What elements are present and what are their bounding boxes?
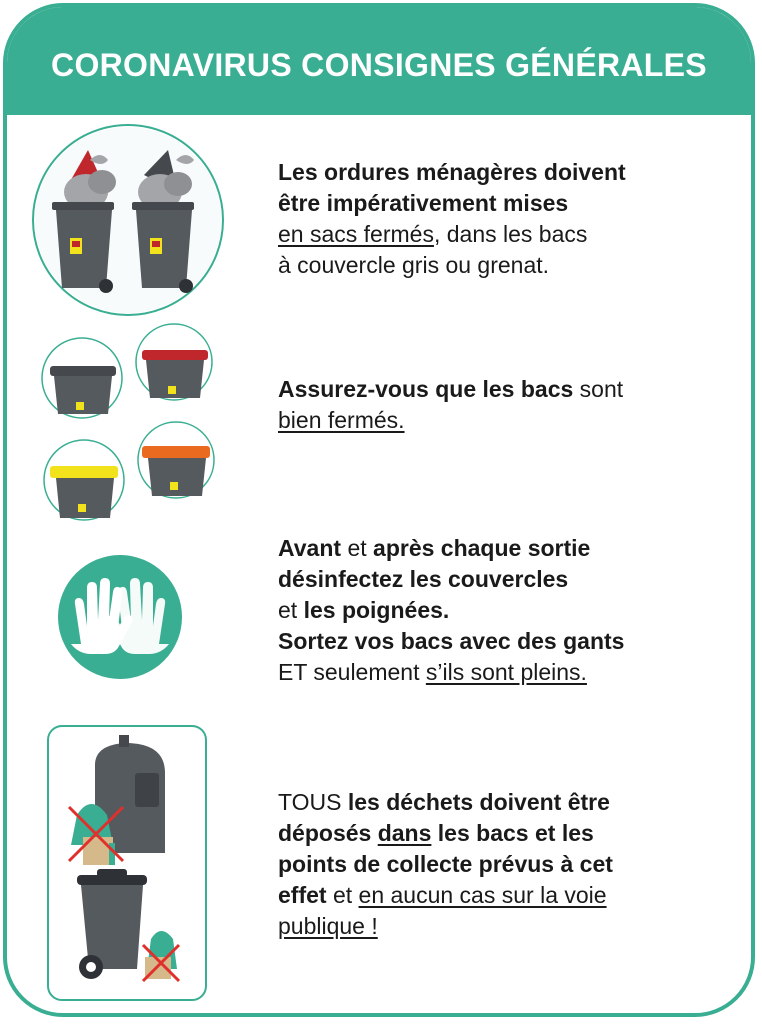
text-segment: désinfectez les couvercles — [278, 566, 569, 592]
text-line — [278, 880, 718, 911]
text-line — [278, 188, 718, 219]
section-3-text — [278, 533, 718, 688]
text-segment: et — [278, 597, 304, 623]
text-segment: , dans les bacs — [433, 221, 588, 247]
text-segment: et — [326, 882, 359, 908]
bins-with-bags-icon — [28, 120, 228, 325]
text-segment: et — [341, 535, 374, 561]
text-line — [278, 787, 718, 818]
text-line — [278, 849, 718, 880]
header-banner — [7, 7, 751, 115]
text-segment: les déchets doivent être — [347, 789, 610, 815]
text-segment: effet — [278, 882, 327, 908]
text-segment: Assurez-vous que les bacs — [278, 376, 574, 402]
text-line — [278, 911, 718, 942]
text-segment: TOUS — [278, 789, 348, 815]
text-segment: publique ! — [278, 913, 378, 939]
text-segment: après chaque sortie — [373, 535, 591, 561]
text-line — [278, 564, 718, 595]
text-segment: dans — [377, 820, 432, 846]
text-segment: en aucun cas sur la voie — [358, 882, 607, 908]
text-segment: être impérativement mises — [278, 190, 569, 216]
text-line — [278, 657, 718, 688]
text-segment: s’ils sont pleins. — [425, 659, 587, 685]
text-line — [278, 157, 718, 188]
text-segment: les bacs et les — [431, 820, 594, 846]
section-1-text — [278, 157, 718, 281]
text-segment: bien fermés. — [278, 407, 405, 433]
four-bins-icon — [38, 322, 228, 527]
text-line — [278, 219, 718, 250]
text-segment: ET seulement — [278, 659, 426, 685]
section-2-text — [278, 374, 718, 436]
text-line — [278, 626, 718, 657]
page-title: CORONAVIRUS CONSIGNES GÉNÉRALES — [51, 47, 707, 83]
text-segment: points de collecte prévus à cet — [278, 851, 613, 877]
text-line — [278, 250, 718, 281]
text-line — [278, 405, 718, 436]
text-line — [278, 374, 718, 405]
text-segment: Avant — [278, 535, 342, 561]
text-segment: Les ordures ménagères doivent — [278, 159, 626, 185]
text-segment: déposés — [278, 820, 378, 846]
text-line — [278, 533, 718, 564]
text-segment: à couvercle gris ou grenat. — [278, 252, 550, 278]
gloves-icon — [55, 552, 185, 687]
text-segment: Sortez vos bacs avec des gants — [278, 628, 625, 654]
text-segment: sont — [573, 376, 624, 402]
section-4-text — [278, 787, 718, 942]
text-line — [278, 818, 718, 849]
text-line — [278, 595, 718, 626]
text-segment: en sacs fermés — [278, 221, 434, 247]
text-segment: les poignées. — [303, 597, 450, 623]
no-dumping-icon — [47, 725, 207, 1006]
